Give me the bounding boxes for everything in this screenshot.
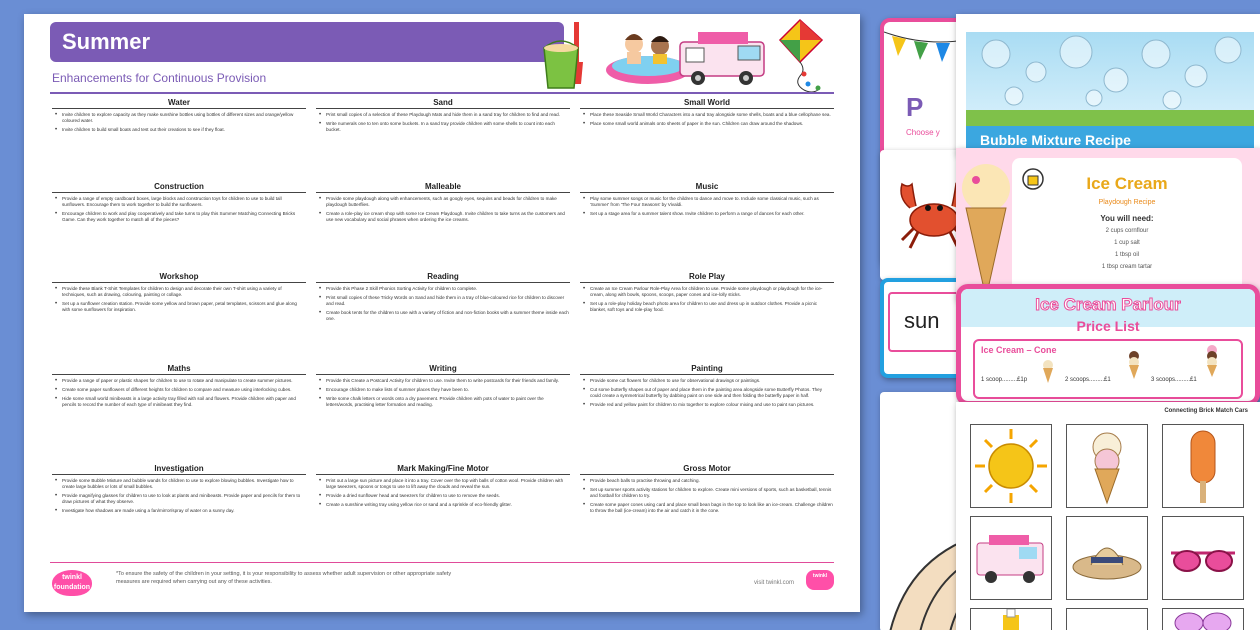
parlour-title: Ice Cream Parlour (1035, 295, 1181, 314)
list-item: • Provide this Phase 2 Skill Phonics Sorting Activity for children to complete. (326, 286, 570, 292)
list-item: • Cut some butterfly shapes out of paper and place them in the painting area alongside some Butterfly Photos. They could create a symmetrical butterfly by dabbing paint on one side and then folding the butterfly paper in half. (590, 387, 834, 399)
section-music: Music • Play some summer songs or music for the children to dance and move to. Include some classical music, such as 'Summer' from 'The Four Seasons' by Vivaldi. • Set up a stage area for a summer talent show. Invite children to perform a range of dances for each other. (580, 182, 834, 220)
list-item: • Invite children to explore capacity as they make sunshine bottles using bottles of different sizes and orange/yellow coloured water. (62, 112, 306, 124)
ice-cream-van-illustration (674, 18, 774, 88)
list-item: • Print small copies of a selection of these Playdough Mats and hide them in a sand tray for children to find and read. (326, 112, 570, 118)
list-item: • Print out a large sun picture and place it into a tray. Cover over the top with balls of cotton wool. Provide children with large tweezers, spoons or tongs to use to lift away the clouds and reveal the sun. (326, 478, 570, 490)
ingredient-item: 2 cups cornflour (1105, 228, 1149, 234)
list-item: • Set up a stage area for a summer talent show. Invite children to perform a range of dances for each other. (590, 211, 834, 217)
list-item: • Provide some Bubble Mixture and bubble wands for children to use to explore blowing bubbles. Investigate how to create large bubbles or lots of small bubbles. (62, 478, 306, 490)
ingredient-item: 1 cup salt (1114, 240, 1140, 246)
section-sand: Sand • Print small copies of a selection of these Playdough Mats and hide them in a sand tray for children to find and read. • Write numerals one to ten onto some buckets. In a sand tray provide children with some shells to count into each bucket. (316, 98, 570, 136)
ice-lolly-icon (1163, 425, 1243, 507)
sun-icon (971, 425, 1051, 507)
ice-cream-icon (1067, 425, 1147, 507)
list-item: • Provide beach balls to practise throwing and catching. (590, 478, 834, 484)
bucket-spade-illustration (536, 18, 598, 92)
grass-hill (966, 110, 1254, 126)
list-item: • Provide some playdough along with enhancements, such as googly eyes, sequins and beads for children to make playdough butterflies. (326, 196, 570, 208)
bricks-card-title: Connecting Brick Match Cars (1164, 408, 1248, 414)
list-item: • Create an Ice Cream Parlour Role-Play Area for children to use. Provide some playdough or playdough for the ice-cream, along with bowls, spoons, scoops, paper cones and ice-lolly sticks. (590, 286, 834, 298)
sun-cream-icon (971, 609, 1051, 630)
visit-link[interactable]: visit twinkl.com (754, 580, 795, 586)
bunting-card-sub: Choose y (906, 128, 940, 137)
section-reading: Reading • Provide this Phase 2 Skill Phonics Sorting Activity for children to complete. • Print small copies of these Tricky Words on Sand and hide them in a tray of blue-coloured rice for children to discover and read. • Create book tents for the children to use with a variety of fiction and non-fiction books with a summer theme inside each one. (316, 272, 570, 325)
ingredient-item: 1 tbsp cream tartar (1101, 264, 1153, 270)
list-item: • Encourage children to work and play cooperatively and take turns to play this Summer Matching Connecting Bricks Game. Can they work together to match all of the pieces? (62, 211, 306, 223)
section-construction: Construction • Provide a range of empty cardboard boxes, large blocks and construction toys for children to use to build tall sunflowers. Encourage them to work together to build the sunflowers. • Encourage children to work and play cooperatively and take turns to play this Summer Matching Connecting Bricks Game. Can they work together to match all of the pieces? (52, 182, 306, 226)
bunting-card-letter: P (906, 92, 924, 122)
list-item: • Hide some small world minibeasts in a large activity tray filled with soil and flowers. Provide children with paper and pencils to record the number of each type of minibeast they find. (62, 396, 306, 408)
list-item: • Provide some cut flowers for children to use for observational drawings or paintings. (590, 378, 834, 384)
section-workshop: Workshop • Provide these Blank T-Shirt Templates for children to design and decorate their own T-shirt using a variety of techniques, such as drawing, colouring, painting or collage. • Set up a sunflower creation station. Provide some yellow and brown paper, petal templates, scissors and glue along with some sunflowers for inspiration. (52, 272, 306, 316)
list-item: • Encourage children to make lists of summer places they have been to. (326, 387, 570, 393)
ice-cream-cone-icon (956, 148, 1016, 298)
price-list-title: Price List (1076, 318, 1140, 334)
connecting-bricks-card (956, 402, 1260, 630)
cone-two-scoop-icon (1127, 351, 1141, 379)
list-item: • Provide a range of empty cardboard boxes, large blocks and construction toys for children to use to build tall sunflowers. Encourage them to work together to build the sunflowers. (62, 196, 306, 208)
ice-cream-van-tile (970, 516, 1052, 600)
page-title: Summer (62, 29, 151, 54)
sun-hat-tile (1066, 516, 1148, 600)
list-item: • Create a sunshine writing tray using yellow rice or sand and a sprinkle of eco-friendly glitter. (326, 502, 570, 508)
sunglasses-tile (1162, 516, 1244, 600)
section-writing: Writing • Provide this Create a Postcard Activity for children to use. Invite them to write postcards for their friends and family. • Encourage children to make lists of summer places they have been to. • Write some chalk letters or words onto a dry pavement. Provide children with pots of water to paint over the letters/words, practising letter formation and reading. (316, 364, 570, 411)
tile-partial (1066, 608, 1148, 630)
ice-cream-subtitle: Playdough Recipe (1098, 199, 1156, 206)
butterfly-tile (1162, 608, 1244, 630)
cone-one-scoop-icon (1041, 359, 1055, 383)
ice-cream-tile (1066, 424, 1148, 508)
list-item: • Provide magnifying glasses for children to use to look at plants and minibeasts. Provide paper and pencils for them to draw pictures of what they observe. (62, 493, 306, 505)
section-small-world: Small World • Place these Seaside Small World Characters into a sand tray alongside some shells, boats and a blue cellophane sea. • Place some small world animals onto sheets of paper in the sun. Children can draw around the shadows. (580, 98, 834, 130)
activity-document (24, 14, 860, 612)
section-gross-motor: Gross Motor • Provide beach balls to practise throwing and catching. • Set up summer sports activity stations for children to explore. Create mini versions of sports, such as basketball, tennis and football for children to try. • Create some paper cones using card and place small bean bags in the top to look like an ice-cream. Challenge children to throw the ball (ice-cream) into the air and catch it in the cone. (580, 464, 834, 517)
kite-illustration (772, 18, 834, 92)
list-item: • Create a role-play ice cream shop with some Ice Cream Playdough. Invite children to take turns as the customers and use new vocabulary and social phrases when ordering the ice creams. (326, 211, 570, 223)
ingredient-item: 1 tbsp oil (1114, 252, 1139, 258)
list-item: • Print small copies of these Tricky Words on Sand and hide them in a tray of blue-coloured rice for children to discover and read. (326, 295, 570, 307)
list-item: • Set up summer sports activity stations for children to explore. Create mini versions of sports, such as basketball, tennis and football for children to try. (590, 487, 834, 499)
ice-lolly-tile (1162, 424, 1244, 508)
price-item: 2 scoops.........£1 (1065, 377, 1111, 383)
ingredients-heading: You will need: (1100, 214, 1154, 223)
list-item: • Create book tents for the children to use with a variety of fiction and non-fiction books with a summer theme inside each one. (326, 310, 570, 322)
list-item: • Place some small world animals onto sheets of paper in the sun. Children can draw around the shadows. (590, 121, 834, 127)
list-item: • Provide this Create a Postcard Activity for children to use. Invite them to write postcards for their friends and family. (326, 378, 570, 384)
list-item: • Place these Seaside Small World Characters into a sand tray alongside some shells, boats and a blue cellophane sea. (590, 112, 834, 118)
list-item: • Provide these Blank T-Shirt Templates for children to design and decorate their own T-shirt using a variety of techniques, such as drawing, colouring, painting or collage. (62, 286, 306, 298)
section-mark-making: Mark Making/Fine Motor • Print out a large sun picture and place it into a tray. Cover over the top with balls of cotton wool. Provide children with large tweezers, spoons or tongs to use to lift away the clouds and reveal the sun. • Provide a dried sunflower head and tweezers for children to use to remove the seeds. • Create a sunshine writing tray using yellow rice or sand and a sprinkle of eco-friendly glitter. (316, 464, 570, 511)
safety-disclaimer: *To ensure the safety of the children in your setting, it is your responsibility to assess whether adult supervision or other appropriate safety measures are required when carrying out any of these activities. (116, 571, 452, 585)
butterfly-icon (1163, 609, 1243, 630)
list-item: • Set up a role-play holiday beach photo area for children to use and dress up in outdoor clothes. Provide a picnic blanket, soft toys and role-play food. (590, 301, 834, 313)
list-item: • Write numerals one to ten onto some buckets. In a sand tray provide children with some shells to count into each bucket. (326, 121, 570, 133)
bubble-mixture-card (956, 14, 1260, 154)
section-investigation: Investigation • Provide some Bubble Mixture and bubble wands for children to use to explore blowing bubbles. Investigate how to create large bubbles or lots of small bubbles. • Provide magnifying glasses for children to use to look at plants and minibeasts. Provide paper and pencils for them to draw pictures of what they observe. • Investigate how shadows are made using a fan/mirror/spray of water on a sunny day. (52, 464, 306, 517)
twinkl-logo: twinkl foundation (52, 570, 92, 596)
list-item: • Create some paper cones using card and place small bean bags in the top to look like an ice-cream. Challenge children to throw the ball (ice-cream) into the air and catch it in the cone. (590, 502, 834, 514)
section-role-play: Role Play • Create an Ice Cream Parlour Role-Play Area for children to use. Provide some playdough or playdough for the ice-cream, along with bowls, spoons, scoops, paper cones and ice-lolly sticks. • Set up a role-play holiday beach photo area for children to use and dress up in outdoor clothes. Provide a picnic blanket, soft toys and role-play food. (580, 272, 834, 316)
word-card-text: sun (904, 308, 940, 333)
list-item: • Investigate how shadows are made using a fan/mirror/spray of water on a sunny day. (62, 508, 306, 514)
list-item: • Write some chalk letters or words onto a dry pavement. Provide children with pots of water to paint over the letters/words, practising letter formation and reading. (326, 396, 570, 408)
price-item: 3 scoops.........£1 (1151, 377, 1197, 383)
bubble-recipe-title: Bubble Mixture Recipe (980, 132, 1131, 148)
list-item: • Provide a dried sunflower head and tweezers for children to use to remove the seeds. (326, 493, 570, 499)
section-malleable: Malleable • Provide some playdough along with enhancements, such as googly eyes, sequins and beads for children to make playdough butterflies. • Create a role-play ice cream shop with some Ice Cream Playdough. Invite children to take turns as the customers and use new vocabulary and social phrases when ordering the ice creams. (316, 182, 570, 226)
title-bar (50, 22, 564, 62)
ice-cream-playdough-card (956, 148, 1260, 300)
sun-cream-tile (970, 608, 1052, 630)
list-item: • Provide a range of paper or plastic shapes for children to use to rotate and manipulate to create summer pictures. (62, 378, 306, 384)
van-icon (971, 517, 1051, 599)
sun-hat-icon (1067, 517, 1147, 599)
price-item: 1 scoop.........£1p (981, 377, 1028, 383)
ice-cream-parlour-card (956, 284, 1260, 406)
list-item: • Play some summer songs or music for the children to dance and move to. Include some classical music, such as 'Summer' from 'The Four Seasons' by Vivaldi. (590, 196, 834, 208)
header-divider (50, 92, 834, 94)
list-item: • Create some paper sunflowers of different heights for children to compare and measure using interlocking cubes. (62, 387, 306, 393)
sun-tile (970, 424, 1052, 508)
cone-three-scoop-icon (1205, 345, 1219, 377)
list-item: • Set up a sunflower creation station. Provide some yellow and brown paper, petal templates, scissors and glue along with some sunflowers for inspiration. (62, 301, 306, 313)
ice-cream-title: Ice Cream (1086, 174, 1168, 193)
list-item: • Invite children to build small boats and test out their creations to see if they float. (62, 127, 306, 133)
cone-price-heading: Ice Cream – Cone (981, 345, 1057, 355)
section-water: Water • Invite children to explore capacity as they make sunshine bottles using bottles of different sizes and orange/yellow coloured water. • Invite children to build small boats and test out their creations to see if they float. (52, 98, 306, 136)
list-item: • Provide red and yellow paint for children to mix together to explore colour mixing and use to paint sun pictures. (590, 402, 834, 408)
section-maths: Maths • Provide a range of paper or plastic shapes for children to use to rotate and manipulate to create summer pictures. • Create some paper sunflowers of different heights for children to compare and measure using interlocking cubes. • Hide some small world minibeasts in a large activity tray filled with soil and flowers. Provide children with paper and pencils to record the number of each type of minibeast they find. (52, 364, 306, 411)
sunglasses-icon (1163, 517, 1243, 599)
footer-divider (50, 562, 834, 563)
twinkl-badge-icon: twinkl (806, 570, 834, 590)
page-subtitle: Enhancements for Continuous Provision (52, 71, 267, 85)
section-painting: Painting • Provide some cut flowers for children to use for observational drawings or paintings. • Cut some butterfly shapes out of paper and place them in the painting area alongside some Butterfly Photos. They could create a symmetrical butterfly by dabbing paint on one side and then folding the butterfly paper in half. • Provide red and yellow paint for children to mix together to explore colour mixing and use to paint sun pictures. (580, 364, 834, 411)
